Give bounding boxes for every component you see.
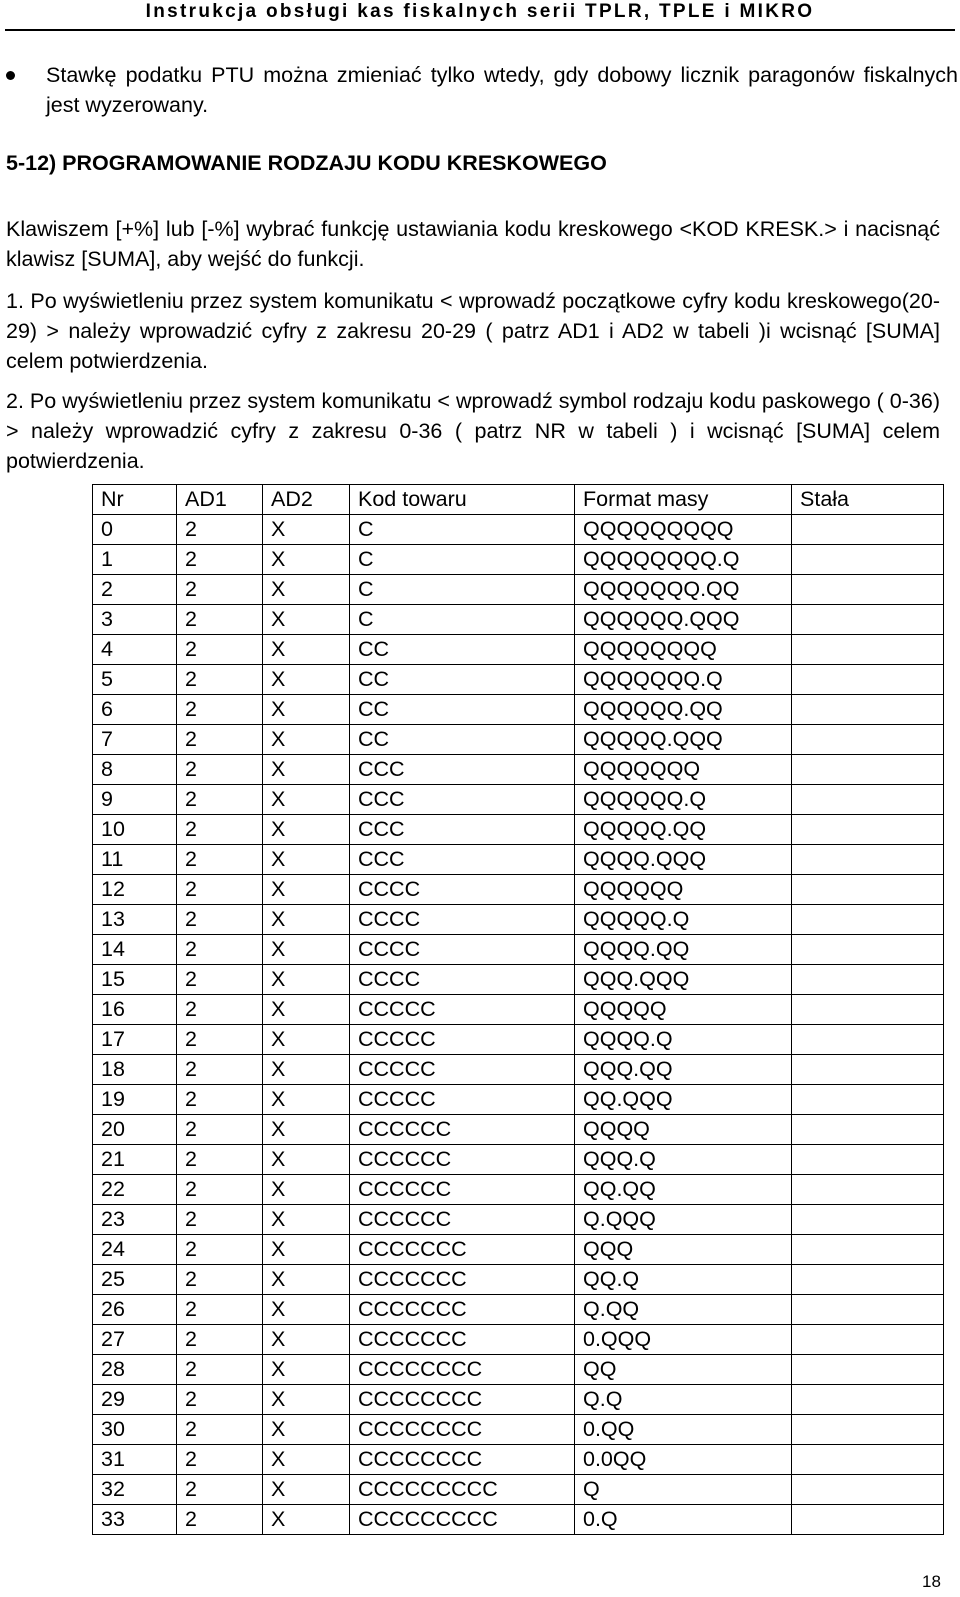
table-cell-stala xyxy=(792,1025,944,1055)
table-cell-format-masy: QQQQQQ.Q xyxy=(575,785,792,815)
table-cell-kod-towaru: CCCCCC xyxy=(350,1115,575,1145)
table-cell-ad2: X xyxy=(263,995,350,1025)
table-cell-ad1: 2 xyxy=(177,1445,263,1475)
table-row xyxy=(93,1205,944,1235)
table-body xyxy=(93,515,944,1535)
table-cell-ad1: 2 xyxy=(177,545,263,575)
table-cell-format-masy: QQ.Q xyxy=(575,1265,792,1295)
table-cell-nr: 9 xyxy=(93,785,177,815)
table-cell-stala xyxy=(792,695,944,725)
table-row xyxy=(93,845,944,875)
column-header-format-masy: Format masy xyxy=(575,485,792,515)
table-row xyxy=(93,1145,944,1175)
table-cell-format-masy: QQQQQQQ.QQ xyxy=(575,575,792,605)
table-cell-format-masy: QQQQ.QQ xyxy=(575,935,792,965)
table-cell-kod-towaru: C xyxy=(350,575,575,605)
table-row xyxy=(93,605,944,635)
table-cell-ad2: X xyxy=(263,965,350,995)
table-cell-ad2: X xyxy=(263,755,350,785)
table-cell-stala xyxy=(792,755,944,785)
table-cell-ad1: 2 xyxy=(177,815,263,845)
table-cell-kod-towaru: CCCCCCCCC xyxy=(350,1505,575,1535)
table-cell-format-masy: QQQQQQQ.Q xyxy=(575,665,792,695)
table-row xyxy=(93,1295,944,1325)
table-row xyxy=(93,1235,944,1265)
table-cell-format-masy: QQQQ xyxy=(575,1115,792,1145)
table-row xyxy=(93,1355,944,1385)
table-cell-ad1: 2 xyxy=(177,725,263,755)
table-cell-ad1: 2 xyxy=(177,1175,263,1205)
table-cell-nr: 11 xyxy=(93,845,177,875)
barcode-format-table xyxy=(92,484,944,1535)
column-header-nr: Nr xyxy=(93,485,177,515)
table-cell-kod-towaru: CCCC xyxy=(350,935,575,965)
table-cell-ad2: X xyxy=(263,575,350,605)
table-cell-ad1: 2 xyxy=(177,635,263,665)
table-cell-ad1: 2 xyxy=(177,1085,263,1115)
table-cell-stala xyxy=(792,995,944,1025)
table-cell-nr: 23 xyxy=(93,1205,177,1235)
table-cell-kod-towaru: CCCCCCC xyxy=(350,1325,575,1355)
table-cell-nr: 6 xyxy=(93,695,177,725)
table-row xyxy=(93,1175,944,1205)
table-cell-ad1: 2 xyxy=(177,905,263,935)
table-cell-format-masy: Q.QQ xyxy=(575,1295,792,1325)
table-cell-kod-towaru: CCCCCCCC xyxy=(350,1385,575,1415)
table-cell-nr: 18 xyxy=(93,1055,177,1085)
table-cell-ad2: X xyxy=(263,1205,350,1235)
table-cell-nr: 10 xyxy=(93,815,177,845)
table-cell-ad1: 2 xyxy=(177,1325,263,1355)
table-row xyxy=(93,755,944,785)
table-cell-format-masy: QQQQQQQQ xyxy=(575,635,792,665)
table-cell-nr: 1 xyxy=(93,545,177,575)
step-1-paragraph: 1. Po wyświetleniu przez system komunikatu < wprowadź początkowe cyfry kodu kreskowego(20-29) > należy wprowadzić cyfry z zakresu 20-29 ( patrz AD1 i AD2 w tabeli )i wcisnąć [SUMA] celem potwierdzenia. xyxy=(6,289,940,373)
column-header-stala: Stała xyxy=(792,485,944,515)
table-cell-nr: 16 xyxy=(93,995,177,1025)
table-cell-kod-towaru: CCCCCC xyxy=(350,1145,575,1175)
table-cell-nr: 21 xyxy=(93,1145,177,1175)
table-cell-nr: 12 xyxy=(93,875,177,905)
table-cell-format-masy: QQQQQQQ xyxy=(575,755,792,785)
table-cell-stala xyxy=(792,1295,944,1325)
table-cell-nr: 14 xyxy=(93,935,177,965)
table-cell-format-masy: Q.QQQ xyxy=(575,1205,792,1235)
table-cell-nr: 25 xyxy=(93,1265,177,1295)
table-cell-format-masy: QQ.QQQ xyxy=(575,1085,792,1115)
table-cell-nr: 24 xyxy=(93,1235,177,1265)
table-cell-ad1: 2 xyxy=(177,1355,263,1385)
table-cell-kod-towaru: CC xyxy=(350,635,575,665)
table-cell-ad2: X xyxy=(263,1145,350,1175)
table-row xyxy=(93,785,944,815)
table-cell-ad1: 2 xyxy=(177,515,263,545)
table-cell-nr: 26 xyxy=(93,1295,177,1325)
table-cell-stala xyxy=(792,1445,944,1475)
table-row xyxy=(93,935,944,965)
table-cell-ad1: 2 xyxy=(177,605,263,635)
table-cell-format-masy: QQ xyxy=(575,1355,792,1385)
table-cell-ad2: X xyxy=(263,665,350,695)
table-cell-stala xyxy=(792,665,944,695)
table-cell-format-masy: QQQQQQQQ.Q xyxy=(575,545,792,575)
table-cell-nr: 17 xyxy=(93,1025,177,1055)
table-cell-format-masy: 0.0QQ xyxy=(575,1445,792,1475)
table-cell-nr: 5 xyxy=(93,665,177,695)
table-row xyxy=(93,1025,944,1055)
table-cell-ad1: 2 xyxy=(177,875,263,905)
table-cell-nr: 0 xyxy=(93,515,177,545)
table-cell-kod-towaru: C xyxy=(350,545,575,575)
table-cell-ad1: 2 xyxy=(177,935,263,965)
table-cell-stala xyxy=(792,1385,944,1415)
table-cell-format-masy: QQQQQQ.QQ xyxy=(575,695,792,725)
table-cell-ad2: X xyxy=(263,935,350,965)
table-cell-kod-towaru: CCCCCCCC xyxy=(350,1445,575,1475)
table-cell-stala xyxy=(792,1505,944,1535)
table-cell-kod-towaru: CCCC xyxy=(350,965,575,995)
table-cell-format-masy: QQQQ.Q xyxy=(575,1025,792,1055)
section-heading: 5-12) PROGRAMOWANIE RODZAJU KODU KRESKOWEGO xyxy=(6,151,607,175)
table-cell-stala xyxy=(792,1475,944,1505)
table-cell-ad2: X xyxy=(263,605,350,635)
table-cell-ad2: X xyxy=(263,1475,350,1505)
table-cell-ad1: 2 xyxy=(177,1475,263,1505)
table-row xyxy=(93,1115,944,1145)
table-row xyxy=(93,665,944,695)
table-cell-ad1: 2 xyxy=(177,755,263,785)
table-cell-stala xyxy=(792,1325,944,1355)
table-cell-ad2: X xyxy=(263,1385,350,1415)
table-row xyxy=(93,1445,944,1475)
table-cell-stala xyxy=(792,875,944,905)
table-cell-nr: 22 xyxy=(93,1175,177,1205)
table-cell-ad1: 2 xyxy=(177,1265,263,1295)
table-cell-ad2: X xyxy=(263,1235,350,1265)
table-cell-kod-towaru: CC xyxy=(350,725,575,755)
page-number: 18 xyxy=(922,1572,941,1591)
table-cell-format-masy: Q.Q xyxy=(575,1385,792,1415)
table-cell-format-masy: QQQQ.QQQ xyxy=(575,845,792,875)
table-cell-ad1: 2 xyxy=(177,695,263,725)
table-cell-kod-towaru: CCCCC xyxy=(350,1085,575,1115)
table-row xyxy=(93,1085,944,1115)
table-cell-nr: 15 xyxy=(93,965,177,995)
table-cell-ad1: 2 xyxy=(177,1205,263,1235)
table-cell-ad2: X xyxy=(263,1115,350,1145)
table-row xyxy=(93,515,944,545)
table-row xyxy=(93,545,944,575)
table-cell-ad1: 2 xyxy=(177,575,263,605)
table-cell-nr: 3 xyxy=(93,605,177,635)
table-row xyxy=(93,1385,944,1415)
table-cell-ad1: 2 xyxy=(177,845,263,875)
table-cell-ad1: 2 xyxy=(177,1145,263,1175)
table-row xyxy=(93,1265,944,1295)
table-cell-nr: 30 xyxy=(93,1415,177,1445)
table-cell-stala xyxy=(792,1115,944,1145)
table-cell-stala xyxy=(792,1415,944,1445)
table-cell-ad2: X xyxy=(263,1355,350,1385)
table-cell-kod-towaru: CCCCCCCC xyxy=(350,1355,575,1385)
table-cell-kod-towaru: C xyxy=(350,515,575,545)
table-cell-ad2: X xyxy=(263,695,350,725)
table-cell-kod-towaru: CC xyxy=(350,665,575,695)
table-cell-kod-towaru: CCC xyxy=(350,845,575,875)
table-cell-stala xyxy=(792,1205,944,1235)
table-cell-kod-towaru: CCCCCC xyxy=(350,1175,575,1205)
table-row xyxy=(93,1505,944,1535)
table-cell-ad1: 2 xyxy=(177,1295,263,1325)
table-cell-stala xyxy=(792,1355,944,1385)
table-cell-ad1: 2 xyxy=(177,665,263,695)
table-cell-ad1: 2 xyxy=(177,1055,263,1085)
table-cell-ad2: X xyxy=(263,515,350,545)
table-cell-ad2: X xyxy=(263,1265,350,1295)
table-cell-ad2: X xyxy=(263,875,350,905)
table-cell-kod-towaru: CCCCC xyxy=(350,1055,575,1085)
table-cell-ad2: X xyxy=(263,1055,350,1085)
table-cell-stala xyxy=(792,1235,944,1265)
table-cell-format-masy: QQQQQ xyxy=(575,995,792,1025)
table-cell-kod-towaru: CCCCCCCCC xyxy=(350,1475,575,1505)
column-header-kod-towaru: Kod towaru xyxy=(350,485,575,515)
table-header-row xyxy=(93,485,944,515)
table-row xyxy=(93,995,944,1025)
table-cell-format-masy: 0.QQ xyxy=(575,1415,792,1445)
table-row xyxy=(93,965,944,995)
table-cell-kod-towaru: CCCCC xyxy=(350,995,575,1025)
table-cell-format-masy: QQQ.QQ xyxy=(575,1055,792,1085)
table-cell-ad1: 2 xyxy=(177,1385,263,1415)
table-cell-ad2: X xyxy=(263,1415,350,1445)
column-header-ad1: AD1 xyxy=(177,485,263,515)
table-cell-ad2: X xyxy=(263,905,350,935)
table-cell-format-masy: QQQ.Q xyxy=(575,1145,792,1175)
table-cell-nr: 8 xyxy=(93,755,177,785)
table-cell-ad2: X xyxy=(263,1085,350,1115)
table-cell-ad2: X xyxy=(263,545,350,575)
table-cell-ad1: 2 xyxy=(177,995,263,1025)
table-cell-kod-towaru: CC xyxy=(350,695,575,725)
table-cell-kod-towaru: C xyxy=(350,605,575,635)
table-cell-stala xyxy=(792,905,944,935)
table-cell-stala xyxy=(792,725,944,755)
table-cell-nr: 4 xyxy=(93,635,177,665)
table-cell-kod-towaru: CCCCCC xyxy=(350,1205,575,1235)
table-cell-kod-towaru: CCCC xyxy=(350,905,575,935)
table-cell-format-masy: 0.Q xyxy=(575,1505,792,1535)
table-cell-kod-towaru: CCCC xyxy=(350,875,575,905)
table-cell-ad1: 2 xyxy=(177,1505,263,1535)
table-row xyxy=(93,875,944,905)
table-cell-format-masy: QQQ.QQQ xyxy=(575,965,792,995)
table-cell-format-masy: QQQQQQ xyxy=(575,875,792,905)
table-cell-stala xyxy=(792,545,944,575)
table-cell-ad2: X xyxy=(263,785,350,815)
table-row xyxy=(93,1325,944,1355)
table-cell-nr: 7 xyxy=(93,725,177,755)
table-cell-kod-towaru: CCCCC xyxy=(350,1025,575,1055)
table-cell-stala xyxy=(792,1085,944,1115)
table-cell-ad1: 2 xyxy=(177,965,263,995)
table-row xyxy=(93,1055,944,1085)
table-cell-kod-towaru: CCCCCCC xyxy=(350,1235,575,1265)
table-cell-ad1: 2 xyxy=(177,1415,263,1445)
table-cell-nr: 19 xyxy=(93,1085,177,1115)
table-cell-ad2: X xyxy=(263,1295,350,1325)
table-cell-kod-towaru: CCCCCCC xyxy=(350,1295,575,1325)
table-cell-kod-towaru: CCCCCCCC xyxy=(350,1415,575,1445)
table-cell-ad2: X xyxy=(263,845,350,875)
table-cell-ad2: X xyxy=(263,725,350,755)
table-cell-ad2: X xyxy=(263,1505,350,1535)
header-divider xyxy=(5,29,955,31)
table-cell-stala xyxy=(792,1145,944,1175)
table-row xyxy=(93,695,944,725)
table-cell-ad1: 2 xyxy=(177,1025,263,1055)
table-cell-nr: 29 xyxy=(93,1385,177,1415)
table-cell-nr: 13 xyxy=(93,905,177,935)
page-header-title: Instrukcja obsługi kas fiskalnych serii TPLR, TPLE i MIKRO xyxy=(145,1,815,22)
table-cell-kod-towaru: CCC xyxy=(350,755,575,785)
table-cell-format-masy: QQQQQ.QQ xyxy=(575,815,792,845)
table-row xyxy=(93,1415,944,1445)
table-cell-ad2: X xyxy=(263,815,350,845)
table-cell-nr: 20 xyxy=(93,1115,177,1145)
table-row xyxy=(93,1475,944,1505)
table-cell-ad2: X xyxy=(263,1445,350,1475)
table-row xyxy=(93,575,944,605)
table-cell-stala xyxy=(792,935,944,965)
table-cell-ad2: X xyxy=(263,635,350,665)
table-cell-format-masy: 0.QQQ xyxy=(575,1325,792,1355)
column-header-ad2: AD2 xyxy=(263,485,350,515)
table-cell-nr: 28 xyxy=(93,1355,177,1385)
table-cell-format-masy: QQQQQ.QQQ xyxy=(575,725,792,755)
table-row xyxy=(93,815,944,845)
table-cell-kod-towaru: CCCCCCC xyxy=(350,1265,575,1295)
table-cell-format-masy: QQ.QQ xyxy=(575,1175,792,1205)
table-cell-stala xyxy=(792,1175,944,1205)
table-cell-stala xyxy=(792,515,944,545)
table-cell-format-masy: QQQQQQQQQ xyxy=(575,515,792,545)
table-cell-stala xyxy=(792,575,944,605)
table-cell-kod-towaru: CCC xyxy=(350,815,575,845)
intro-paragraph: Klawiszem [+%] lub [-%] wybrać funkcję ustawiania kodu kreskowego <KOD KRESK.> i nacisnąć klawisz [SUMA], aby wejść do funkcji. xyxy=(6,217,940,271)
table-cell-format-masy: QQQQQ.Q xyxy=(575,905,792,935)
table-cell-kod-towaru: CCC xyxy=(350,785,575,815)
table-row xyxy=(93,725,944,755)
table-cell-ad1: 2 xyxy=(177,785,263,815)
bullet-dot-icon xyxy=(6,71,15,80)
table-row xyxy=(93,635,944,665)
table-cell-format-masy: Q xyxy=(575,1475,792,1505)
table-cell-nr: 27 xyxy=(93,1325,177,1355)
table-cell-ad1: 2 xyxy=(177,1115,263,1145)
table-cell-stala xyxy=(792,635,944,665)
table-cell-nr: 2 xyxy=(93,575,177,605)
table-cell-nr: 32 xyxy=(93,1475,177,1505)
table-cell-ad2: X xyxy=(263,1325,350,1355)
note-text: Stawkę podatku PTU można zmieniać tylko wtedy, gdy dobowy licznik paragonów fiskalnych jest wyzerowany. xyxy=(46,63,958,117)
table-cell-ad2: X xyxy=(263,1175,350,1205)
table-cell-nr: 31 xyxy=(93,1445,177,1475)
table-cell-ad1: 2 xyxy=(177,1235,263,1265)
step-2-paragraph: 2. Po wyświetleniu przez system komunikatu < wprowadź symbol rodzaju kodu paskowego ( 0-36) > należy wprowadzić cyfry z zakresu 0-36 ( patrz NR w tabeli ) i wcisnąć [SUMA] celem potwierdzenia. xyxy=(6,389,940,473)
table-cell-stala xyxy=(792,965,944,995)
table-cell-stala xyxy=(792,605,944,635)
table-cell-stala xyxy=(792,815,944,845)
table-cell-ad2: X xyxy=(263,1025,350,1055)
table-cell-stala xyxy=(792,1055,944,1085)
table-cell-stala xyxy=(792,1265,944,1295)
table-cell-nr: 33 xyxy=(93,1505,177,1535)
table-cell-stala xyxy=(792,785,944,815)
table-cell-stala xyxy=(792,845,944,875)
table-cell-format-masy: QQQ xyxy=(575,1235,792,1265)
table-cell-format-masy: QQQQQQ.QQQ xyxy=(575,605,792,635)
table-row xyxy=(93,905,944,935)
